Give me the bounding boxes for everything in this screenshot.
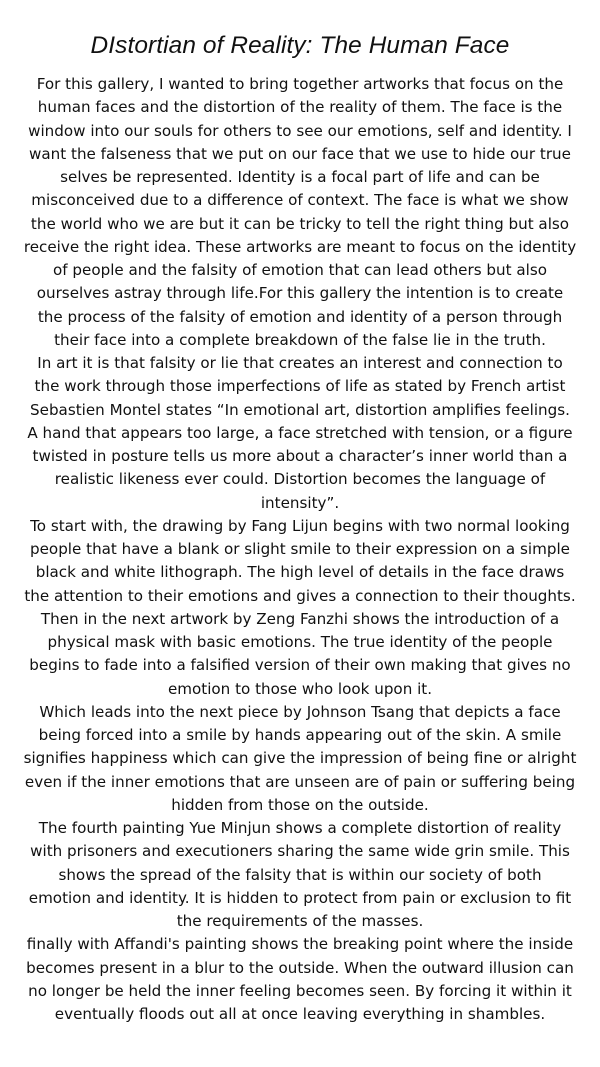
text-line: The fourth painting Yue Minjun shows a complete distortion of reality xyxy=(38,819,562,837)
text-line: realistic likeness ever could. Distortion becomes the language of xyxy=(54,470,546,489)
text-line: hidden from those on the outside. xyxy=(171,795,429,814)
text-line: the process of the falsity of emotion and identity of a person through xyxy=(37,307,563,326)
paragraph xyxy=(0,352,600,515)
paragraph xyxy=(0,73,600,352)
text-line: becomes present in a blur to the outside. When the outward illusion can xyxy=(26,958,574,977)
text-line: no longer be held the inner feeling becomes seen. By forcing it within it xyxy=(28,981,572,1000)
text-line: of people and the falsity of emotion that can lead others but also xyxy=(53,261,547,279)
text-line: For this gallery, I wanted to bring together artworks that focus on the xyxy=(36,75,564,93)
text-line: with prisoners and executioners sharing the same wide grin smile. This xyxy=(30,842,570,861)
text-line: being forced into a smile by hands appearing out of the skin. A smile xyxy=(38,726,562,744)
text-line: twisted in posture tells us more about a character’s inner world than a xyxy=(32,447,568,465)
text-line: eventually floods out all at once leaving everything in shambles. xyxy=(54,1005,546,1023)
text-line: Which leads into the next piece by Johnson Tsang that depicts a face xyxy=(39,702,561,721)
text-line: their face into a complete breakdown of the false lie in the truth. xyxy=(54,330,546,349)
text-line: shows the spread of the falsity that is within our society of both xyxy=(58,865,542,884)
text-line: emotion and identity. It is hidden to protect from pain or exclusion to fit xyxy=(28,888,572,907)
paragraph xyxy=(0,701,600,817)
text-line: misconceived due to a difference of context. The face is what we show xyxy=(31,191,569,210)
text-line: begins to fade into a falsified version of their own making that gives no xyxy=(29,656,571,675)
text-line: To start with, the drawing by Fang Lijun begins with two normal looking xyxy=(30,516,570,535)
text-line: the requirements of the masses. xyxy=(176,912,424,930)
text-line: want the falseness that we put on our face that we use to hide our true xyxy=(29,144,571,163)
text-line: the work through those imperfections of life as stated by French artist xyxy=(34,377,566,396)
text-line: receive the right idea. These artworks are meant to focus on the identity xyxy=(23,237,577,256)
document-body xyxy=(0,73,600,1026)
text-line: Then in the next artwork by Zeng Fanzhi shows the introduction of a xyxy=(40,609,560,628)
paragraph xyxy=(0,817,600,933)
text-line: even if the inner emotions that are unseen are of pain or suffering being xyxy=(24,772,576,791)
document-title: DIstortian of Reality: The Human Face xyxy=(90,32,510,59)
text-line: the attention to their emotions and gives a connection to their thoughts. xyxy=(24,586,576,605)
text-line: window into our souls for others to see our emotions, self and identity. I xyxy=(28,121,572,140)
text-line: people that have a blank or slight smile to their expression on a simple xyxy=(30,540,570,558)
text-line: A hand that appears too large, a face stretched with tension, or a figure xyxy=(27,423,573,442)
text-line: human faces and the distortion of the reality of them. The face is the xyxy=(37,98,563,117)
text-line: In art it is that falsity or lie that creates an interest and connection to xyxy=(37,354,563,372)
paragraph xyxy=(0,933,600,1026)
text-line: emotion to those who look upon it. xyxy=(167,679,433,698)
text-line: finally with Affandi's painting shows the breaking point where the inside xyxy=(26,935,574,954)
text-line: intensity”. xyxy=(260,493,340,512)
text-line: black and white lithograph. The high level of details in the face draws xyxy=(35,563,565,582)
text-line: physical mask with basic emotions. The true identity of the people xyxy=(47,633,553,651)
text-line: the world who we are but it can be tricky to tell the right thing but also xyxy=(30,214,570,233)
paragraph xyxy=(0,515,600,701)
text-line: Sebastien Montel states “In emotional art, distortion amplifies feelings. xyxy=(30,400,570,419)
text-line: ourselves astray through life.For this gallery the intention is to create xyxy=(36,284,564,303)
text-line: signifies happiness which can give the impression of being fine or alright xyxy=(23,749,577,768)
text-line: selves be represented. Identity is a focal part of life and can be xyxy=(60,168,540,186)
